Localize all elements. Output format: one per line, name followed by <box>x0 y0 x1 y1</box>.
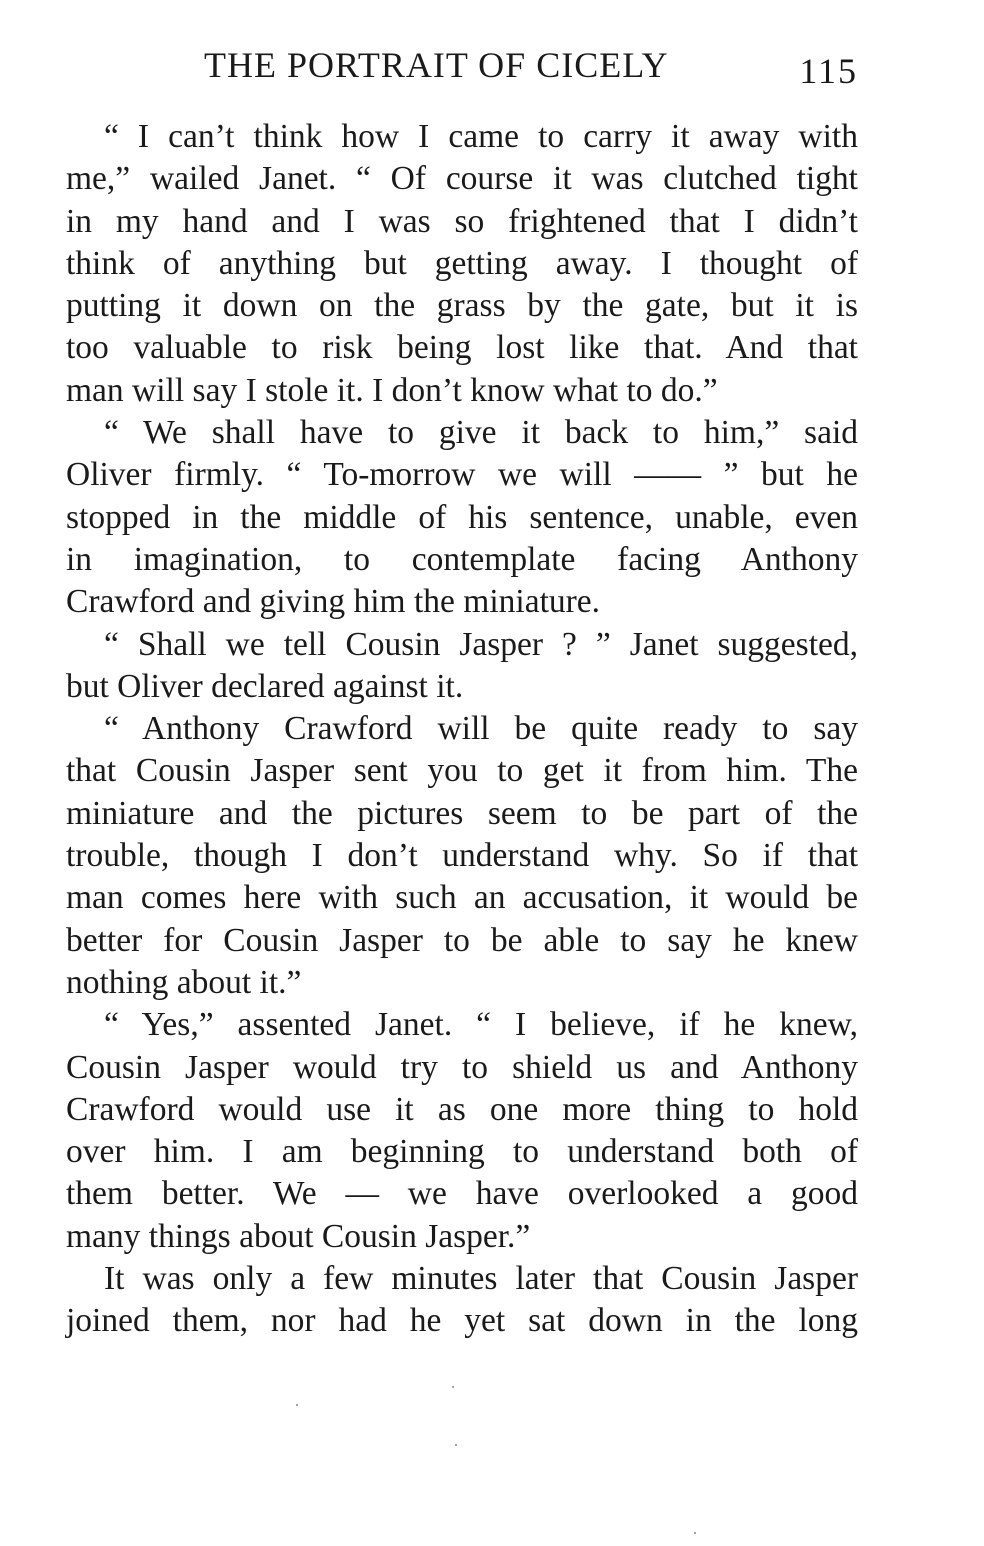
text-line: Oliver firmly. “ To-morrow we will —— ” but he <box>66 456 858 494</box>
text-line: Crawford and giving him the miniature. <box>66 583 601 621</box>
text-line: think of anything but getting away. I thought of <box>66 244 858 282</box>
text-line: stopped in the middle of his sentence, unable, even <box>66 498 858 536</box>
body-text <box>66 116 858 1343</box>
text-line: man comes here with such an accusation, it would be <box>66 879 858 917</box>
text-line: man will say I stole it. I don’t know what to do.” <box>66 371 718 409</box>
paper-speck <box>452 1386 454 1388</box>
text-line: nothing about it.” <box>66 963 302 1001</box>
text-line: It was only a few minutes later that Cousin Jasper <box>104 1260 858 1298</box>
text-line: Crawford would use it as one more thing to hold <box>66 1090 858 1128</box>
text-line: them better. We — we have overlooked a good <box>66 1175 858 1213</box>
text-line: in my hand and I was so frightened that I didn’t <box>66 202 858 240</box>
text-line: joined them, nor had he yet sat down in the long <box>66 1302 858 1340</box>
text-line: over him. I am beginning to understand both of <box>66 1133 858 1171</box>
text-line: Cousin Jasper would try to shield us and Anthony <box>66 1048 858 1086</box>
running-title: THE PORTRAIT OF CICELY <box>204 45 669 85</box>
running-head <box>66 40 858 90</box>
text-line: better for Cousin Jasper to be able to say he knew <box>66 921 858 959</box>
paper-speck <box>694 1532 696 1534</box>
text-line: “ Anthony Crawford will be quite ready to say <box>104 710 858 748</box>
text-line: me,” wailed Janet. “ Of course it was clutched tight <box>66 160 858 198</box>
text-line: in imagination, to contemplate facing Anthony <box>66 540 858 578</box>
text-line: trouble, though I don’t understand why. So if that <box>66 837 858 875</box>
paper-speck <box>296 1404 298 1406</box>
text-line: “ Shall we tell Cousin Jasper ? ” Janet suggested, <box>104 625 858 663</box>
text-line: but Oliver declared against it. <box>66 667 464 705</box>
text-line: too valuable to risk being lost like that. And that <box>66 329 858 367</box>
text-line: “ We shall have to give it back to him,” said <box>104 414 858 452</box>
text-line: “ I can’t think how I came to carry it away with <box>104 118 858 155</box>
page-number: 115 <box>799 51 858 91</box>
text-line: many things about Cousin Jasper.” <box>66 1217 531 1255</box>
text-line: putting it down on the grass by the gate, but it is <box>66 287 858 325</box>
paper-speck <box>455 1444 457 1446</box>
text-line: that Cousin Jasper sent you to get it from him. The <box>66 752 858 790</box>
text-line: miniature and the pictures seem to be part of the <box>66 794 858 832</box>
text-line: “ Yes,” assented Janet. “ I believe, if he knew, <box>104 1006 858 1044</box>
